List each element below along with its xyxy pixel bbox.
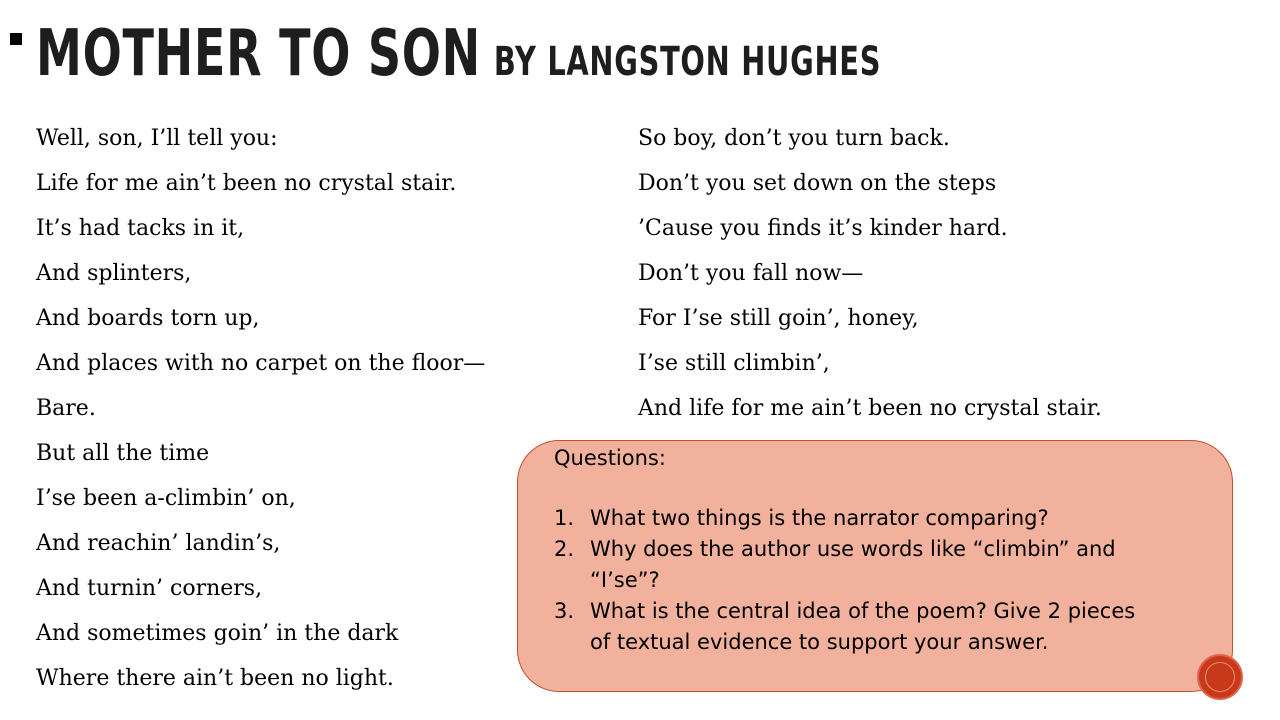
poem-line: And places with no carpet on the floor— — [36, 351, 486, 376]
poem-line: Bare. — [36, 396, 96, 421]
poem-line: Well, son, I’ll tell you: — [36, 126, 278, 151]
questions-box — [517, 440, 1233, 692]
poem-line: I’se been a-climbin’ on, — [36, 486, 296, 511]
question-item — [554, 503, 1150, 534]
poem-column-left — [36, 116, 485, 701]
question-text: What two things is the narrator comparing? — [590, 506, 1049, 530]
questions-heading: Questions: — [554, 446, 666, 470]
slide-title — [36, 18, 881, 90]
poem-line: ’Cause you finds it’s kinder hard. — [638, 216, 1008, 241]
question-text: Why does the author use words like “climbin” and “I’se”? — [590, 537, 1116, 592]
poem-line: But all the time — [36, 441, 210, 466]
poem-line: Life for me ain’t been no crystal stair. — [36, 171, 457, 196]
poem-line: Don’t you set down on the steps — [638, 171, 997, 196]
title-main: MOTHER TO SON — [36, 17, 481, 91]
poem-line: And turnin’ corners, — [36, 576, 263, 601]
question-number: 2. — [554, 537, 575, 561]
title-byline: BY LANGSTON HUGHES — [493, 39, 882, 85]
poem-line: Don’t you fall now— — [638, 261, 864, 286]
poem-line: And boards torn up, — [36, 306, 260, 331]
poem-line: And reachin’ landin’s, — [36, 531, 281, 556]
questions-list — [554, 503, 1232, 658]
question-item — [554, 596, 1150, 658]
poem-line: And life for me ain’t been no crystal stair. — [638, 396, 1102, 421]
question-number: 1. — [554, 506, 575, 530]
slide-corner-badge — [1197, 654, 1243, 700]
poem-line: It’s had tacks in it, — [36, 216, 245, 241]
poem-line: So boy, don’t you turn back. — [638, 126, 950, 151]
poem-column-right — [638, 116, 1102, 431]
badge-ring-decoration — [1205, 662, 1235, 692]
poem-line: For I’se still goin’, honey, — [638, 306, 919, 331]
poem-line: Where there ain’t been no light. — [36, 666, 394, 691]
poem-line: I’se still climbin’, — [638, 351, 830, 376]
poem-line: And sometimes goin’ in the dark — [36, 621, 399, 646]
question-item — [554, 534, 1150, 596]
poem-line: And splinters, — [36, 261, 192, 286]
question-number: 3. — [554, 599, 575, 623]
question-text: What is the central idea of the poem? Give 2 pieces of textual evidence to support your answer. — [590, 599, 1136, 654]
title-bullet-marker — [10, 33, 22, 45]
